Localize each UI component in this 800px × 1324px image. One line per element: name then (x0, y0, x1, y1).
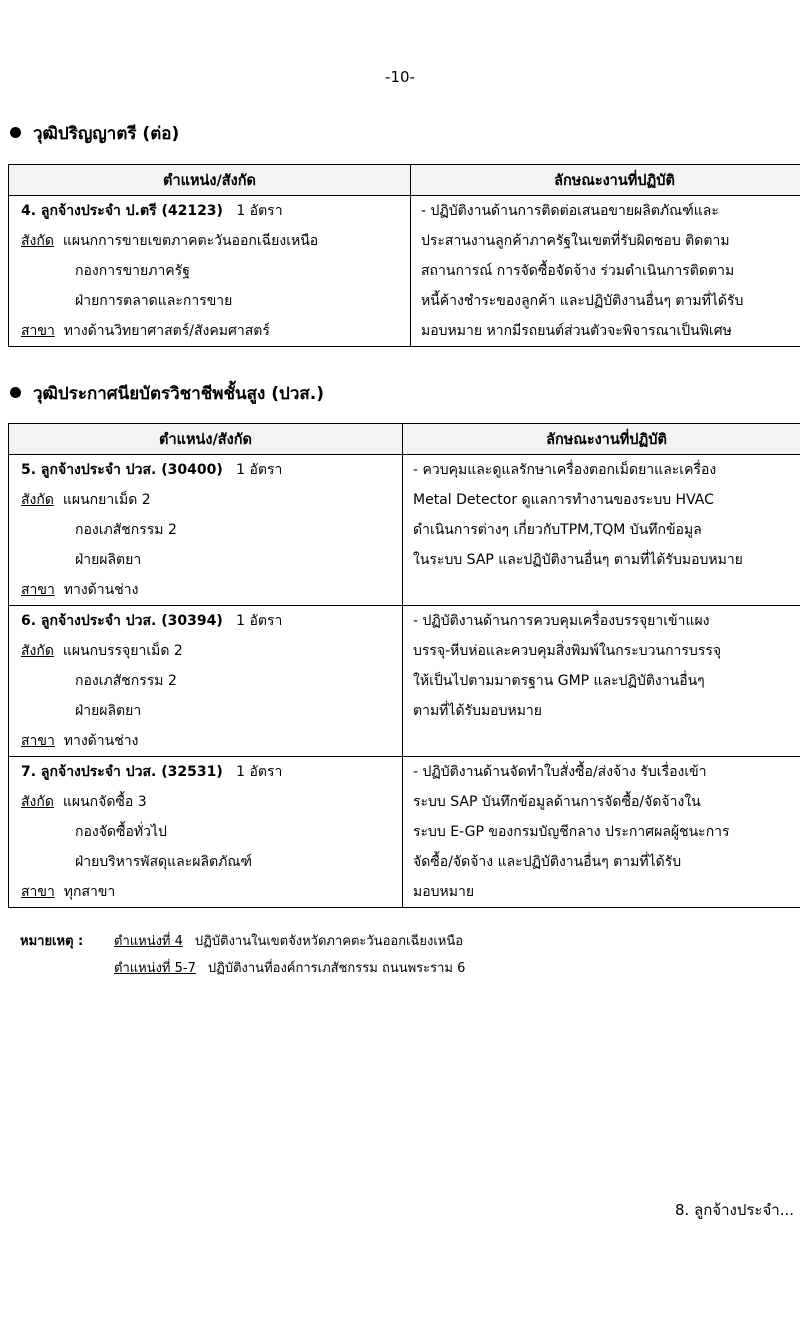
position-title: 4. ลูกจ้างประจำ ป.ตรี (42123) (21, 203, 223, 219)
duty-line: มอบหมาย (413, 884, 475, 900)
duty-line: ในระบบ SAP และปฏิบัติงานอื่นๆ ตามที่ได้รับมอบหมาย (413, 552, 743, 568)
col-header-position: ตำแหน่ง/สังกัด (9, 424, 403, 455)
note-tag: ตำแหน่งที่ 4 (114, 934, 183, 949)
col-header-position: ตำแหน่ง/สังกัด (9, 165, 411, 196)
note-tag: ตำแหน่งที่ 5-7 (114, 961, 196, 976)
affiliation-label: สังกัด (21, 794, 54, 810)
affiliation-line: กองเภสัชกรรม 2 (75, 522, 177, 538)
table-bachelor (8, 164, 800, 347)
duty-cell (403, 757, 800, 908)
col-header-duty: ลักษณะงานที่ปฏิบัติ (411, 165, 800, 196)
position-cell (9, 757, 403, 908)
branch-label: สาขา (21, 323, 55, 339)
affiliation-label: สังกัด (21, 233, 54, 249)
position-title: 6. ลูกจ้างประจำ ปวส. (30394) (21, 613, 223, 629)
duty-line: ให้เป็นไปตามมาตรฐาน GMP และปฏิบัติงานอื่นๆ (413, 673, 705, 689)
section-heading-bachelor: วุฒิปริญญาตรี (ต่อ) (10, 120, 179, 147)
duty-line: บรรจุ-หีบห่อและควบคุมสิ่งพิมพ์ในกระบวนการบรรจุ (413, 643, 722, 659)
position-cell (9, 455, 403, 606)
next-page-indicator: 8. ลูกจ้างประจำ... (674, 1201, 794, 1219)
duty-line: ประสานงานลูกค้าภาครัฐในเขตที่รับผิดชอบ ติดตาม (421, 233, 730, 249)
duty-line: - ปฏิบัติงานด้านการควบคุมเครื่องบรรจุยาเข้าแผง (413, 613, 710, 629)
section-heading-diploma: วุฒิประกาศนียบัตรวิชาชีพชั้นสูง (ปวส.) (10, 380, 324, 407)
affiliation-line: ฝ่ายการตลาดและการขาย (75, 293, 233, 309)
position-cell (9, 606, 403, 757)
note-text: ปฏิบัติงานที่องค์การเภสัชกรรม ถนนพระราม 6 (207, 961, 466, 976)
affiliation-line: ฝ่ายผลิตยา (75, 552, 142, 568)
affiliation-line: แผนกจัดซื้อ 3 (62, 794, 147, 810)
position-title: 5. ลูกจ้างประจำ ปวส. (30400) (21, 462, 223, 478)
duty-cell (403, 606, 800, 757)
table-row (9, 606, 800, 757)
table-header-row (9, 424, 800, 455)
position-title: 7. ลูกจ้างประจำ ปวส. (32531) (21, 764, 223, 780)
affiliation-line: แผนกการขายเขตภาคตะวันออกเฉียงเหนือ (62, 233, 319, 249)
duty-cell (411, 196, 800, 347)
affiliation-line: แผนกบรรจุยาเม็ด 2 (62, 643, 183, 659)
notes-label: หมายเหตุ : (20, 934, 84, 949)
position-count: 1 อัตรา (236, 613, 283, 629)
col-header-duty: ลักษณะงานที่ปฏิบัติ (403, 424, 800, 455)
affiliation-line: ฝ่ายผลิตยา (75, 703, 142, 719)
duty-line: มอบหมาย หากมีรถยนต์ส่วนตัวจะพิจารณาเป็นพิเศษ (421, 323, 732, 339)
position-count: 1 อัตรา (236, 462, 283, 478)
affiliation-line: กองการขายภาครัฐ (75, 263, 190, 279)
affiliation-label: สังกัด (21, 643, 54, 659)
position-cell (9, 196, 411, 347)
duty-line: ระบบ E-GP ของกรมบัญชีกลาง ประกาศผลผู้ชนะการ (413, 824, 730, 840)
duty-line: สถานการณ์ การจัดซื้อจัดจ้าง ร่วมดำเนินการติดตาม (421, 263, 735, 279)
duty-cell (403, 455, 800, 606)
branch-label: สาขา (21, 884, 55, 900)
branch-value: ทางด้านช่าง (63, 733, 139, 749)
position-count: 1 อัตรา (236, 764, 283, 780)
bullet-icon (10, 127, 21, 138)
affiliation-line: แผนกยาเม็ด 2 (62, 492, 151, 508)
table-row (9, 196, 800, 347)
duty-line: ดำเนินการต่างๆ เกี่ยวกับTPM,TQM บันทึกข้อมูล (413, 522, 702, 538)
table-row (9, 455, 800, 606)
bullet-icon (10, 387, 21, 398)
affiliation-line: กองจัดซื้อทั่วไป (75, 824, 167, 840)
table-row (9, 757, 800, 908)
affiliation-label: สังกัด (21, 492, 54, 508)
table-diploma (8, 423, 800, 908)
branch-value: ทุกสาขา (63, 884, 116, 900)
branch-value: ทางด้านช่าง (63, 582, 139, 598)
duty-line: จัดซื้อ/จัดจ้าง และปฏิบัติงานอื่นๆ ตามที่ได้รับ (413, 854, 682, 870)
table-header-row (9, 165, 800, 196)
duty-line: - ควบคุมและดูแลรักษาเครื่องตอกเม็ดยาและเครื่อง (413, 462, 717, 478)
duty-line: Metal Detector ดูแลการทำงานของระบบ HVAC (413, 492, 714, 508)
branch-label: สาขา (21, 733, 55, 749)
position-count: 1 อัตรา (236, 203, 283, 219)
branch-value: ทางด้านวิทยาศาสตร์/สังคมศาสตร์ (63, 323, 270, 339)
affiliation-line: กองเภสัชกรรม 2 (75, 673, 177, 689)
duty-line: - ปฏิบัติงานด้านการติดต่อเสนอขายผลิตภัณฑ์และ (421, 203, 719, 219)
duty-line: ตามที่ได้รับมอบหมาย (413, 703, 542, 719)
duty-line: - ปฏิบัติงานด้านจัดทำใบสั่งซื้อ/ส่งจ้าง รับเรื่องเข้า (413, 764, 707, 780)
page-number: -10- (385, 68, 415, 86)
duty-line: หนี้ค้างชำระของลูกค้า และปฏิบัติงานอื่นๆ ตามที่ได้รับ (421, 293, 744, 309)
affiliation-line: ฝ่ายบริหารพัสดุและผลิตภัณฑ์ (75, 854, 252, 870)
note-text: ปฏิบัติงานในเขตจังหวัดภาคตะวันออกเฉียงเหนือ (194, 934, 464, 949)
duty-line: ระบบ SAP บันทึกข้อมูลด้านการจัดซื้อ/จัดจ้างใน (413, 794, 701, 810)
branch-label: สาขา (21, 582, 55, 598)
notes (20, 928, 465, 982)
